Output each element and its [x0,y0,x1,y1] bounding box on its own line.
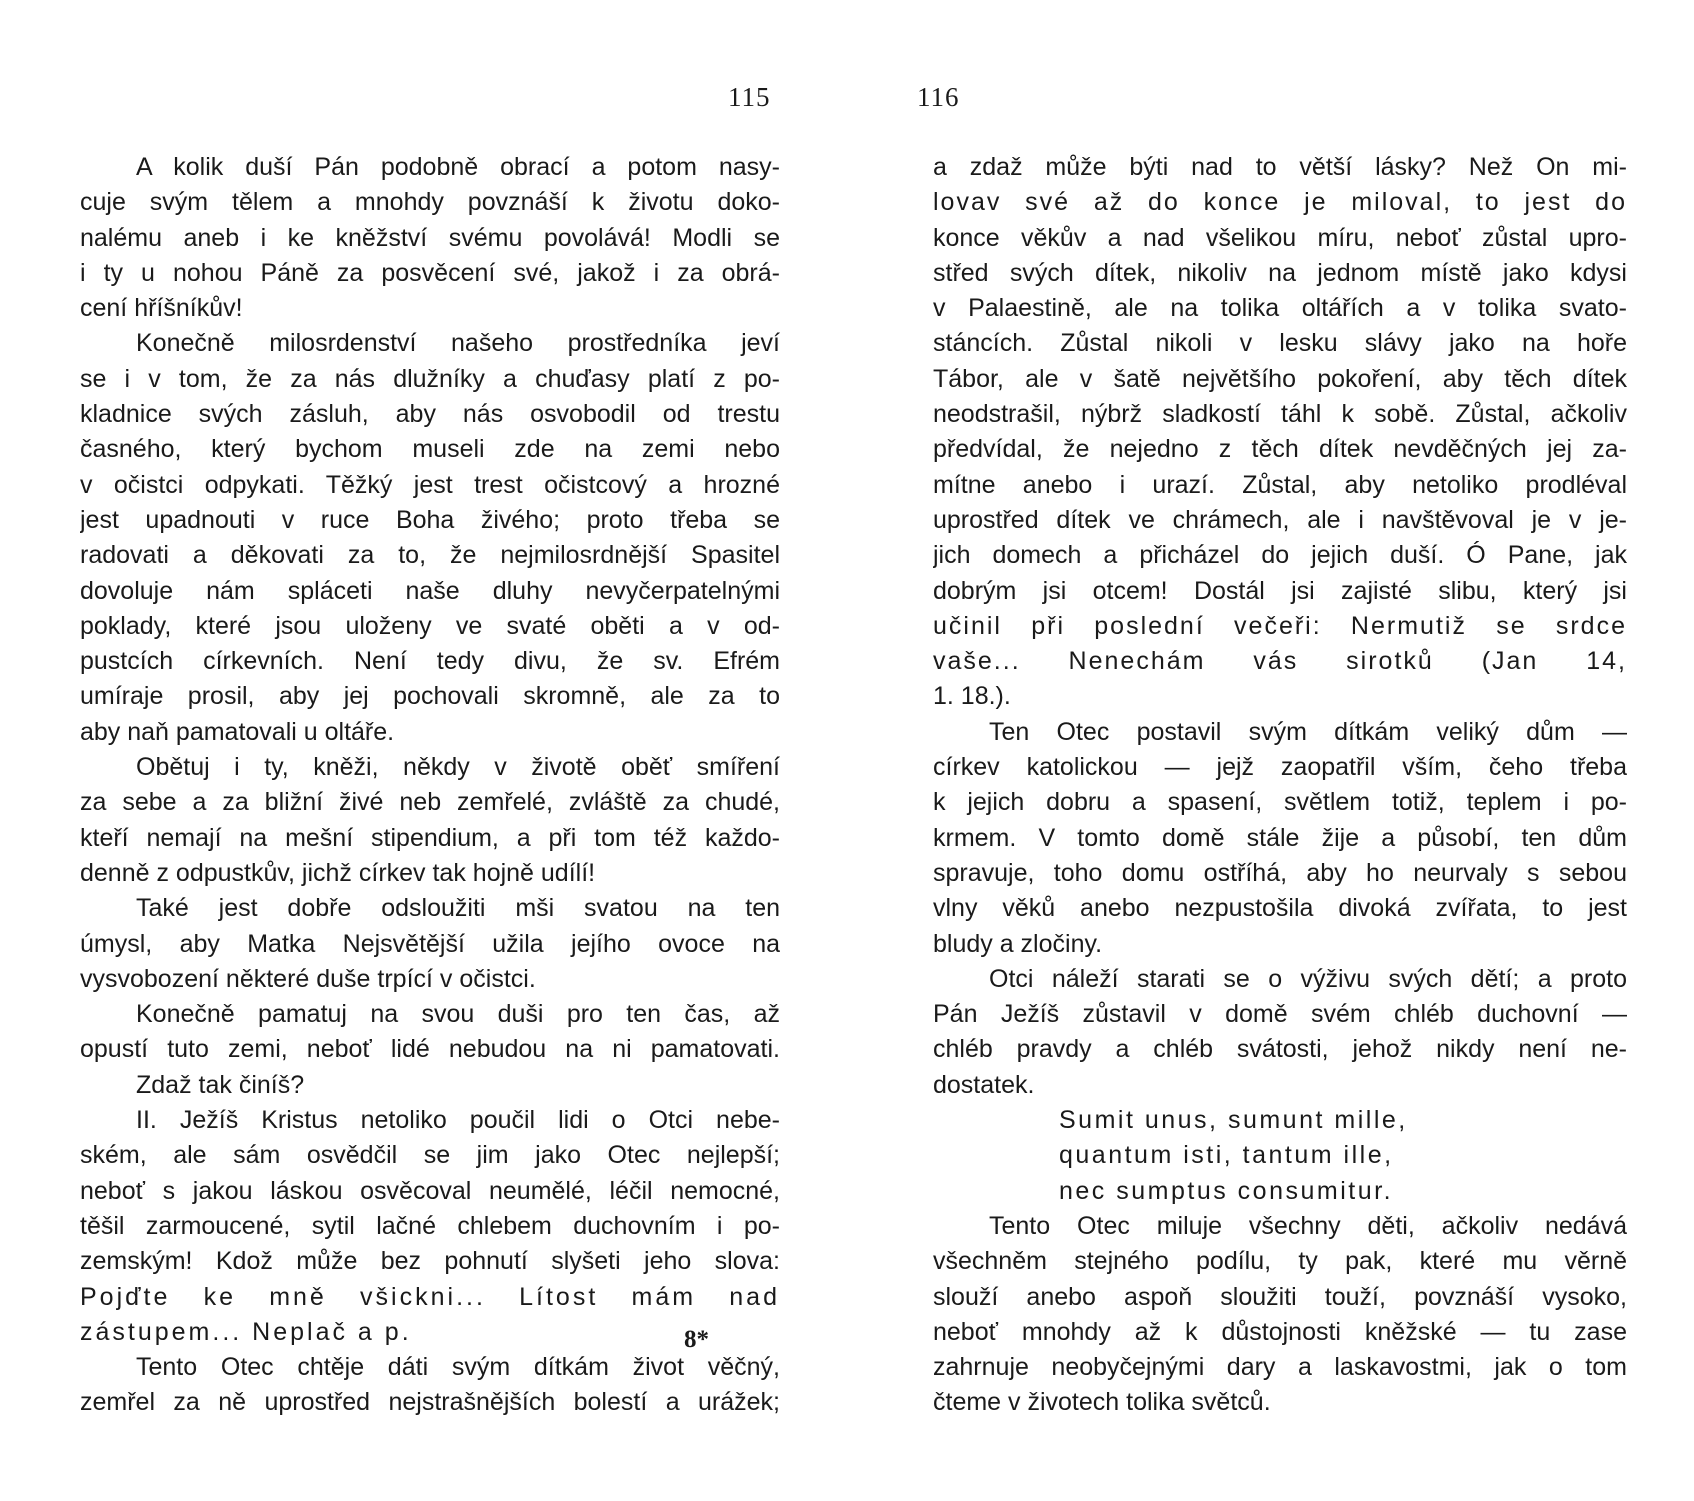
text-line: cuje svým tělem a mnohdy povznáší k životu doko- [80,188,780,217]
right-page [847,0,1694,1501]
text-line: lovav své až do konce je miloval, to jest do [933,188,1627,217]
text-line: Konečně pamatuj na svou duši pro ten čas, až [136,1000,780,1029]
text-line: bludy a zločiny. [933,929,1103,958]
text-line: 1. 18.). [933,682,1011,711]
text-line: krmem. V tomto domě stále žije a působí, ten dům [933,823,1627,852]
text-line: mítne anebo i urazí. Zůstal, aby netoliko prodléval [933,470,1627,499]
text-line: Otci náleží starati se o výživu svých dětí; a proto [989,964,1627,993]
text-line: poklady, které jsou uloženy ve svaté oběti a v od- [80,611,780,640]
text-line: jest upadnouti v ruce Boha živého; proto třeba se [80,505,780,534]
text-line: předvídal, že nejedno z těch dítek nevděčných jej za- [933,435,1627,464]
text-line: vlny věků anebo nezpustošila divoká zvířata, to jest [933,894,1627,923]
text-line: chléb pravdy a chléb svátosti, jehož nikdy není ne- [933,1035,1627,1064]
signature-mark: 8* [684,1326,709,1353]
text-line: Pán Ježíš zůstavil v domě svém chléb duchovní — [933,1000,1627,1029]
text-line: umíraje prosil, aby jej pochovali skromně, ale za to [80,682,780,711]
text-line: se i v tom, že za nás dlužníky a chuďasy platí z po- [80,364,780,393]
text-line: neodstrašil, nýbrž sladkostí táhl k sobě. Zůstal, ačkoliv [933,400,1627,429]
text-line: za sebe a za bližní živé neb zemřelé, zvláště za chudé, [80,788,780,817]
text-line: církev katolickou — jejž zaopatřil vším, čeho třeba [933,753,1627,782]
text-line: zástupem... Neplač a p. [80,1317,412,1346]
text-line: Tábor, ale v šatě největšího pokoření, aby těch dítek [933,364,1627,393]
verse-line: quantum isti, tantum ille, [1059,1141,1394,1170]
text-line: Konečně milosrdenství našeho prostředníka jeví [136,329,780,358]
text-line: úmysl, aby Matka Nejsvětější užila jejího ovoce na [80,929,780,958]
text-line: neboť s jakou láskou osvěcoval neumělé, léčil nemocné, [80,1176,780,1205]
text-line: konce věkův a nad všelikou míru, neboť zůstal upro- [933,223,1627,252]
text-line: vaše... Nenechám vás sirotků (Jan 14, [933,647,1627,676]
text-line: zahrnuje neobyčejnými dary a laskavostmi, jak o tom [933,1353,1627,1382]
text-line: A kolik duší Pán podobně obrací a potom nasy- [136,153,780,181]
text-line: střed svých dítek, nikoliv na jednom místě jako kdysi [933,258,1627,287]
page-number-left: 115 [728,82,771,112]
text-line: aby naň pamatovali u oltáře. [80,717,395,746]
text-line: neboť mnohdy až k důstojnosti kněžské — tu zase [933,1317,1627,1346]
text-line: Tento Otec chtěje dáti svým dítkám život věčný, [136,1353,780,1382]
text-line: Pojďte ke mně všickni... Lítost mám nad [80,1282,780,1311]
text-line: časného, který bychom museli zde na zemi nebo [80,435,780,464]
text-line: stáncích. Zůstal nikoli v lesku slávy jako na hoře [933,329,1627,358]
text-line: i ty u nohou Páně za posvěcení své, jakož i za obrá- [80,258,780,287]
text-line: Ten Otec postavil svým dítkám veliký dům — [989,717,1627,746]
text-line: Tento Otec miluje všechny děti, ačkoliv nedává [989,1211,1627,1240]
text-line: těšil zarmoucené, sytil lačné chlebem duchovním i po- [80,1211,780,1240]
text-line: Obětuj i ty, kněži, někdy v životě oběť smíření [136,753,780,782]
text-line: jich domech a přicházel do jejich duší. Ó Pane, jak [933,541,1627,570]
text-line: k jejich dobru a spasení, světlem totiž, teplem i po- [933,788,1627,817]
page-number-right: 116 [917,82,960,112]
text-line: radovati a děkovati za to, že nejmilosrdnější Spasitel [80,541,780,570]
right-page-text [933,150,1627,1421]
text-line: dovoluje nám spláceti naše dluhy nevyčerpatelnými [80,576,780,605]
text-line: kladnice svých zásluh, aby nás osvobodil od trestu [80,400,780,429]
text-line: v očistci odpykati. Těžký jest trest očistcový a hrozné [80,470,780,499]
text-line: denně z odpustkův, jichž církev tak hojně udílí! [80,858,596,887]
left-page-text [80,150,780,1421]
text-line: slouží anebo aspoň sloužiti touží, povznáší vysoko, [933,1282,1627,1311]
text-line: opustí tuto zemi, neboť lidé nebudou na ni pamatovati. [80,1035,780,1064]
text-line: učinil při poslední večeři: Nermutiž se srdce [933,611,1627,640]
text-line: pustcích církevních. Není tedy divu, že sv. Efrém [80,647,780,676]
text-line: čteme v životech tolika světců. [933,1388,1271,1417]
text-line: a zdaž může býti nad to větší lásky? Než On mi- [933,153,1627,181]
text-line: Také jest dobře odsloužiti mši svatou na ten [136,894,780,923]
text-line: zemřel za ně uprostřed nejstrašnějších bolestí a urážek; [80,1388,780,1417]
text-line: zemským! Kdož může bez pohnutí slyšeti jeho slova: [80,1247,780,1276]
verse-line: Sumit unus, sumunt mille, [1059,1106,1408,1135]
text-line: dobrým jsi otcem! Dostál jsi zajisté slibu, který jsi [933,576,1627,605]
text-line: kteří nemají na mešní stipendium, a při tom též každo- [80,823,780,852]
text-line: spravuje, toho domu ostříhá, aby ho neurvaly s sebou [933,858,1627,887]
text-line: ském, ale sám osvědčil se jim jako Otec nejlepší; [80,1141,780,1170]
text-line: cení hříšníkův! [80,294,243,323]
text-line: uprostřed dítek ve chrámech, ale i navštěvoval je v je- [933,505,1627,534]
text-line: dostatek. [933,1070,1035,1099]
verse-line: nec sumptus consumitur. [1059,1176,1394,1205]
text-line: vysvobození některé duše trpící v očistci. [80,964,536,993]
text-line: nalému aneb i ke kněžství svému povolává! Modli se [80,223,780,252]
text-line: Zdaž tak činíš? [136,1070,305,1099]
text-line: v Palaestině, ale na tolika oltářích a v tolika svato- [933,294,1627,323]
text-line: všechněm stejného podílu, ty pak, které mu věrně [933,1247,1627,1276]
text-line: II. Ježíš Kristus netoliko poučil lidi o Otci nebe- [136,1106,780,1135]
